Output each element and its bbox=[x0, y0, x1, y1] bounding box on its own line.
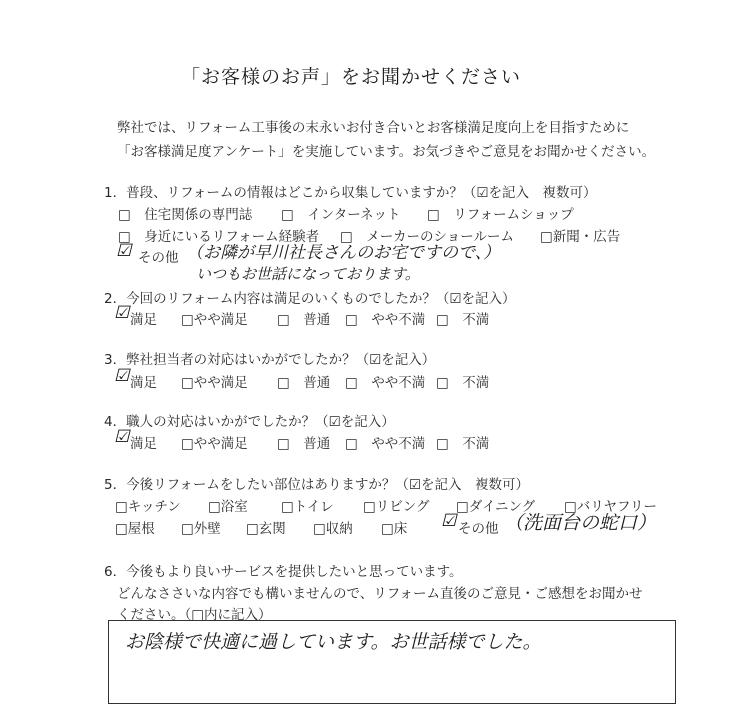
q1-question: 1．普段、リフォームの情報はどこから収集していますか？（☑を記入 複数可） bbox=[104, 185, 597, 201]
q5-option-kitchen[interactable]: □キッチン bbox=[115, 499, 181, 515]
q5-option-barrier-free[interactable]: □バリヤフリー bbox=[564, 499, 657, 515]
q1-other-handwritten-1: （お隣が早川社長さんのお宅ですので、） bbox=[186, 243, 501, 263]
q2-option-somewhat-satisfied[interactable]: □やや満足 bbox=[181, 312, 248, 328]
q6-line-3: ください。（□内に記入） bbox=[117, 607, 272, 623]
comment-handwritten: お陰様で快適に過しています。お世話様でした。 bbox=[125, 631, 542, 653]
q3-option-somewhat-dissatisfied[interactable]: □ やや不満 bbox=[345, 375, 426, 391]
q6-line-2: どんなささいな内容でも構いませんので、リフォーム直後のご意見・ご感想をお聞かせ bbox=[117, 586, 643, 602]
intro-line-2: 「お客様満足度アンケート」を実施しています。お気づきやご意見をお聞かせください。 bbox=[117, 144, 656, 160]
q1-option-newspaper[interactable]: □新聞・広告 bbox=[540, 229, 621, 245]
q1-option-showroom[interactable]: □ メーカーのショールーム bbox=[340, 229, 514, 245]
q3-question: 3．弊社担当者の対応はいかがでしたか？（☑を記入） bbox=[104, 352, 436, 368]
q3-option-satisfied[interactable]: 満足 bbox=[130, 375, 157, 391]
q6-question: 6．今後もより良いサービスを提供したいと思っています。 bbox=[104, 564, 463, 580]
q4-option-somewhat-satisfied[interactable]: □やや満足 bbox=[181, 436, 248, 452]
q5-option-living[interactable]: □リビング bbox=[363, 499, 430, 515]
q4-question: 4．職人の対応はいかがでしたか？（☑を記入） bbox=[104, 414, 395, 430]
intro-line-1: 弊社では、リフォーム工事後の末永いお付き合いとお客様満足度向上を目指すために bbox=[117, 120, 630, 136]
q5-option-toilet[interactable]: □トイレ bbox=[281, 499, 334, 515]
q2-satisfied-check-icon[interactable]: ☑ bbox=[114, 303, 130, 323]
q5-other-check-icon[interactable]: ☑ bbox=[441, 511, 457, 531]
q5-other-label: その他 bbox=[458, 521, 499, 537]
q1-option-acquaintance[interactable]: □ 身近にいるリフォーム経験者 bbox=[118, 229, 320, 245]
q4-option-satisfied[interactable]: 満足 bbox=[130, 436, 157, 452]
q3-option-neutral[interactable]: □ 普通 bbox=[277, 375, 331, 391]
q4-option-dissatisfied[interactable]: □ 不満 bbox=[436, 436, 490, 452]
q3-satisfied-check-icon[interactable]: ☑ bbox=[114, 366, 130, 386]
q1-option-reform-shop[interactable]: □ リフォームショップ bbox=[427, 207, 574, 223]
q5-option-floor[interactable]: □床 bbox=[381, 521, 408, 537]
q5-question: 5．今後リフォームをしたい部位はありますか？（☑を記入 複数可） bbox=[104, 477, 530, 493]
q2-option-dissatisfied[interactable]: □ 不満 bbox=[436, 312, 490, 328]
q1-other-check-icon[interactable]: ☑ bbox=[116, 241, 132, 261]
q2-option-neutral[interactable]: □ 普通 bbox=[277, 312, 331, 328]
q4-option-somewhat-dissatisfied[interactable]: □ やや不満 bbox=[345, 436, 426, 452]
q1-option-internet[interactable]: □ インターネット bbox=[281, 207, 401, 223]
q1-other-handwritten-2: いつもお世話になっております。 bbox=[196, 265, 420, 283]
q5-option-bathroom[interactable]: □浴室 bbox=[208, 499, 248, 515]
q2-question: 2．今回のリフォーム内容は満足のいくものでしたか？（☑を記入） bbox=[104, 291, 516, 307]
q5-option-storage[interactable]: □収納 bbox=[313, 521, 353, 537]
comment-box[interactable] bbox=[108, 620, 676, 704]
q5-option-exterior-wall[interactable]: □外壁 bbox=[181, 521, 221, 537]
q5-option-roof[interactable]: □屋根 bbox=[115, 521, 155, 537]
q1-other-label: その他 bbox=[138, 250, 179, 266]
q5-option-entrance[interactable]: □玄関 bbox=[246, 521, 286, 537]
q1-option-trade-magazine[interactable]: □ 住宅関係の専門誌 bbox=[118, 207, 253, 223]
page-title: 「お客様のお声」をお聞かせください bbox=[181, 66, 522, 88]
q2-option-satisfied[interactable]: 満足 bbox=[130, 312, 157, 328]
q5-option-dining[interactable]: □ダイニング bbox=[456, 499, 536, 515]
q4-satisfied-check-icon[interactable]: ☑ bbox=[114, 427, 130, 447]
q3-option-somewhat-satisfied[interactable]: □やや満足 bbox=[181, 375, 248, 391]
q2-option-somewhat-dissatisfied[interactable]: □ やや不満 bbox=[345, 312, 426, 328]
q5-other-handwritten: （洗面台の蛇口） bbox=[504, 512, 657, 534]
q4-option-neutral[interactable]: □ 普通 bbox=[277, 436, 331, 452]
q3-option-dissatisfied[interactable]: □ 不満 bbox=[436, 375, 490, 391]
